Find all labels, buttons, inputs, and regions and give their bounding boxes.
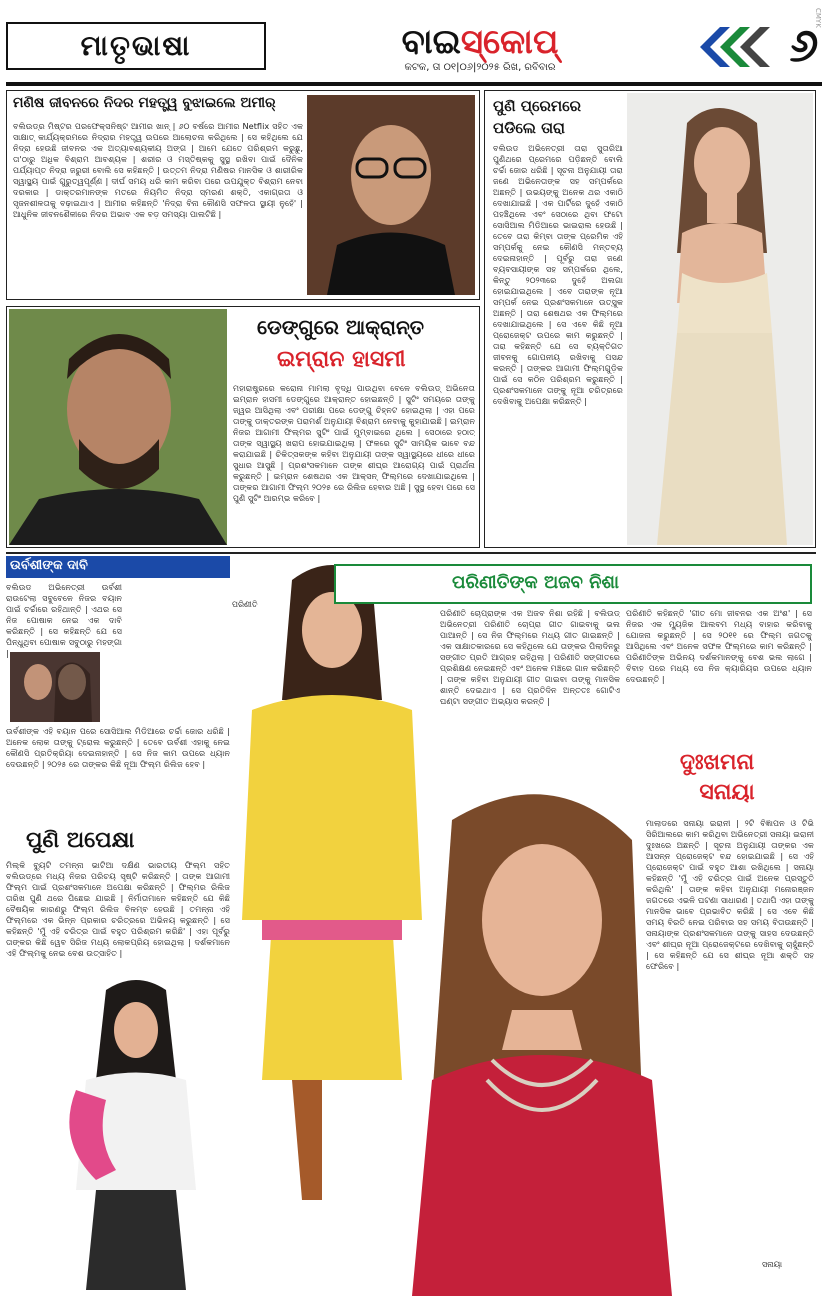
sanaya-headline-line2: ସନାୟା <box>699 780 755 805</box>
aamir-photo <box>307 95 475 295</box>
sanaya-photo-credit: ସନାୟା <box>762 1260 783 1269</box>
tara-body: ବଲିଉଡ ଅଭିନେତ୍ରୀ ତାରା ସୁତାରିଆ ପୁଣିଥରେ ପ୍ରେମରେ ପଡ଼ିଛନ୍ତି ବୋଲି ଚର୍ଚ୍ଚା ଜୋର ଧରିଛି | ସୂଚନା ଅନୁଯାୟୀ ତାରା ଜଣେ ଅଭିନେତାଙ୍କ ସହ ସମ୍ପର୍କରେ ଅଛନ୍ତି | ଉଭୟଙ୍କୁ ଅନେକ ଥର ଏକାଠି ଦେଖାଯାଇଛି | ଏକ ପାର୍ଟିରେ ଦୁହେଁ ଏକାଠି ପହଞ୍ଚିଥିଲେ ଏବଂ ସେଠାରେ ଥିବା ଫଟୋ ସୋସିଆଲ ମିଡିଆରେ ଭାଇରାଲ ହେଉଛି | ତେବେ ତାରା କିମ୍ବା ତାଙ୍କ ପ୍ରେମିକ ଏହି ସମ୍ପର୍କକୁ ନେଇ କୌଣସି ମନ୍ତବ୍ୟ ଦେଇନାହାନ୍ତି | ପୂର୍ବରୁ ତାରା ଜଣେ ବ୍ୟବସାୟୀଙ୍କ ସହ ସମ୍ପର୍କରେ ଥିଲେ, କିନ୍ତୁ ୨୦୨୩ରେ ଦୁହେଁ ଅଲଗା ହୋଇଯାଇଥିଲେ | ଏବେ ତାରାଙ୍କ ନୂଆ ସମ୍ପର୍କ ନେଇ ପ୍ରଶଂସକମାନେ ଉତ୍ସୁକ ଅଛନ୍ତି | ତାରା ଶେଷଥର ଏକ ଫିଲ୍ମରେ ଦେଖାଯାଇଥିଲେ | ସେ ଏବେ କିଛି ନୂଆ ପ୍ରୋଜେକ୍ଟ ଉପରେ କାମ କରୁଛନ୍ତି | ତାରା କହିଛନ୍ତି ଯେ ସେ ବ୍ୟକ୍ତିଗତ ଜୀବନକୁ ଗୋପନୀୟ ରଖିବାକୁ ପସନ୍ଦ କରନ୍ତି | ତାଙ୍କର ଆଗାମୀ ଫିଲ୍ମଗୁଡ଼ିକ ପାଇଁ ସେ କଠିନ ପରିଶ୍ରମ କରୁଛନ୍ତି | ପ୍ରଶଂସକମାନେ ତାଙ୍କୁ ନୂଆ ଚରିତ୍ରରେ ଦେଖିବାକୁ ଅପେକ୍ଷା କରିଛନ୍ତି | <box>493 143 623 406</box>
dateline: କଟକ, ତା ୦୧|୦୬|୨୦୨୫ ରିଖ, ରବିବାର <box>404 62 556 73</box>
sanaya-photo <box>392 780 692 1296</box>
urvashi-headline: ଉର୍ବଶୀଙ୍କ ଦାବି <box>10 558 88 573</box>
page-number: ୬ <box>789 18 819 72</box>
section-title-part2: ସ୍କୋପ୍ <box>460 22 559 62</box>
urvashi-photo <box>10 652 100 722</box>
article-tara <box>484 90 816 548</box>
emraan-body: ମହାରାଷ୍ଟ୍ରରେ କରୋନା ମାମଲା ବୃଦ୍ଧି ପାଉଥିବା ବେଳେ ବଲିଉଡ୍ ଅଭିନେତା ଇମ୍ରାନ ହାସମୀ ଡେଙ୍ଗୁରେ ଆକ୍ରାନ୍ତ ହୋଇଛନ୍ତି | ସୁଟିଂ ସମୟରେ ତାଙ୍କୁ ଜ୍ୱର ଆସିଥିଲା ଏବଂ ପରୀକ୍ଷା ପରେ ଡେଙ୍ଗୁ ଚିହ୍ନଟ ହୋଇଥିଲା | ଏହା ପରେ ତାଙ୍କୁ ଡାକ୍ତରଙ୍କ ପରାମର୍ଶ ଅନୁଯାୟୀ ବିଶ୍ରାମ ନେବାକୁ କୁହାଯାଇଛି | ଇମ୍ରାନ ନିଜର ଆଗାମୀ ଫିଲ୍ମର ସୁଟିଂ ପାଇଁ ମୁମ୍ବାଇରେ ଥିଲେ | ସେଠାରେ ହଠାତ୍ ତାଙ୍କ ସ୍ୱାସ୍ଥ୍ୟ ଖରାପ ହୋଇଯାଇଥିଲା | ଫଳରେ ସୁଟିଂ ସାମୟିକ ଭାବେ ବନ୍ଦ କରାଯାଇଛି | ଚିକିତ୍ସକଙ୍କ କହିବା ଅନୁଯାୟୀ ତାଙ୍କ ସ୍ୱାସ୍ଥ୍ୟରେ ଧୀରେ ଧୀରେ ସୁଧାର ଆସୁଛି | ପ୍ରଶଂସକମାନେ ତାଙ୍କ ଶୀଘ୍ର ଆରୋଗ୍ୟ ପାଇଁ ପ୍ରାର୍ଥନା କରୁଛନ୍ତି | ଇମ୍ରାନ ଶେଷଥର ଏକ ଆକ୍ସନ୍ ଫିଲ୍ମରେ ଦେଖାଯାଇଥିଲେ | ତାଙ୍କର ଆଗାମୀ ଫିଲ୍ମ ୨୦୨୫ ରେ ରିଲିଜ ହେବାର ଅଛି | ସୁସ୍ଥ ହେବା ପରେ ସେ ପୁଣି ସୁଟିଂ ଆରମ୍ଭ କରିବେ | <box>233 383 475 503</box>
puni-photo <box>36 970 216 1290</box>
chevron-arrows-icon <box>690 22 780 72</box>
parineeti-headline: ପରିଣୀତିଙ୍କ ଅଜବ ନିଶା <box>452 572 620 593</box>
aamir-portrait-image <box>307 95 475 295</box>
article-parineeti <box>232 556 816 738</box>
masthead-logo: ମାତୃଭାଷା <box>6 22 266 70</box>
urvashi-image <box>10 652 100 722</box>
parineeti-col2: ପରିଣୀତି କହିଛନ୍ତି 'ଗୀତ ମୋ ଜୀବନର ଏକ ଅଂଶ' | ସେ ନିଜର ଏକ ମ୍ୟୁଜିକ ଆଲବମ ମଧ୍ୟ ବାହାର କରିବାକୁ ଯୋଜନା କରୁଛନ୍ତି | ସେ ୨୦୧୧ ରେ ଫିଲ୍ମ ଜଗତକୁ ଆସିଥିଲେ ଏବଂ ଅନେକ ସଫଳ ଫିଲ୍ମରେ କାମ କରିଛନ୍ତି | ପରିଣୀତିଙ୍କ ଅଭିନୟ ଦର୍ଶକମାନଙ୍କୁ ବେଶ ଭଲ ଲାଗେ | ବିବାହ ପରେ ମଧ୍ୟ ସେ ନିଜ କ୍ୟାରିୟର ଉପରେ ଧ୍ୟାନ ଦେଉଛନ୍ତି | <box>626 608 812 684</box>
sanaya-headline-line1: ଦୁଃଖମନା <box>679 750 755 775</box>
puni-body: ମିଲ୍କି ବ୍ୟୁଟି ତମନ୍ନା ଭାଟିଆ ଦକ୍ଷିଣ ଭାରତୀୟ ଫିଲ୍ମ ସହିତ ବଲିଉଡ୍‌ରେ ମଧ୍ୟ ନିଜର ପରିଚୟ ସୃଷ୍ଟି କରିଛନ୍ତି | ତାଙ୍କ ଆଗାମୀ ଫିଲ୍ମ ପାଇଁ ପ୍ରଶଂସକମାନେ ଅପେକ୍ଷା କରିଛନ୍ତି | ଫିଲ୍ମର ରିଲିଜ ତାରିଖ ପୁଣି ଥରେ ପିଛେଇ ଯାଇଛି | ନିର୍ମାତାମାନେ କହିଛନ୍ତି ଯେ କିଛି ବୈଷୟିକ କାରଣରୁ ଫିଲ୍ମ ରିଲିଜ ବିଳମ୍ବ ହେଉଛି | ତମନ୍ନା ଏହି ଫିଲ୍ମରେ ଏକ ଭିନ୍ନ ପ୍ରକାର ଚରିତ୍ରରେ ଅଭିନୟ କରୁଛନ୍ତି | ସେ କହିଛନ୍ତି 'ମୁଁ ଏହି ଚରିତ୍ର ପାଇଁ ବହୁତ ପରିଶ୍ରମ କରିଛି' | ଏହା ପୂର୍ବରୁ ତାଙ୍କର କିଛି ୱେବ ସିରିଜ ମଧ୍ୟ ଲୋକପ୍ରିୟ ହୋଇଥିଲା | ଦର୍ଶକମାନେ ଏହି ଫିଲ୍ମକୁ ନେଇ ବେଶ ଉତ୍ସାହିତ | <box>6 860 230 958</box>
tara-headline-line1: ପୁଣି ପ୍ରେମରେ <box>493 97 581 115</box>
section-title <box>350 22 610 60</box>
emraan-photo <box>9 309 227 545</box>
section-divider <box>6 552 816 554</box>
parineeti-photo-credit: ପରିଣୀତି <box>232 600 258 609</box>
tara-portrait-image <box>627 93 813 545</box>
article-sanaya <box>432 740 816 1296</box>
aamir-body: ବଲିଉଡ୍‌ର ମିଷ୍ଟର ପରଫେକ୍ସନିଷ୍ଟ ଆମୀର ଖାନ୍ | ୬୦ ବର୍ଷରେ ଆମୀର Netflix ସହିତ ଏକ ସାକ୍ଷାତ୍ କାର୍ଯ୍ୟକ୍ରମରେ ନିଦ୍ରାର ମହତ୍ତ୍ୱ ଉପରେ ଆଲୋଚନା କରିଥିଲେ | ସେ କହିଥିଲେ ଯେ ନିଦ୍ରା ହେଉଛି ଜୀବନର ଏକ ଅତ୍ୟାବଶ୍ୟକୀୟ ଅଙ୍ଗ | ଆମେ ଯେତେ ପରିଶ୍ରମ କରୁଛୁ, ତା'ଠାରୁ ଅଧିକ ବିଶ୍ରାମ ଆବଶ୍ୟକ | ଶରୀର ଓ ମସ୍ତିଷ୍କକୁ ସୁସ୍ଥ ରଖିବା ପାଇଁ ଦୈନିକ ପର୍ଯ୍ୟାପ୍ତ ନିଦ୍ରା ଜରୁରୀ ବୋଲି ସେ କହିଛନ୍ତି | ଉତ୍ତମ ନିଦ୍ରା ମଣିଷର ମାନସିକ ଓ ଶାରୀରିକ ସ୍ୱାସ୍ଥ୍ୟ ପାଇଁ ଗୁରୁତ୍ୱପୂର୍ଣ୍ଣ | ଦୀର୍ଘ ସମୟ ଧରି କାମ କରିବା ପରେ ଉପଯୁକ୍ତ ବିଶ୍ରାମ ନେବା ଦରକାର | ଡାକ୍ତରମାନଙ୍କ ମତରେ ନିୟମିତ ନିଦ୍ରା ସ୍ମରଣ ଶକ୍ତି, ଏକାଗ୍ରତା ଓ ସୃଜନଶୀଳତାକୁ ବଢ଼ାଇଥାଏ | ଆମୀର କହିଛନ୍ତି 'ନିଦ୍ରା ବିନା କୌଣସି ସଫଳତା ସ୍ଥାୟୀ ନୁହେଁ' | ଆଧୁନିକ ଜୀବନଶୈଳୀରେ ନିଦର ଅଭାବ ଏକ ବଡ଼ ସମସ୍ୟା ପାଲଟିଛି | <box>13 121 303 219</box>
tara-headline-line2: ପଡିଲେ ତାରା <box>493 119 565 137</box>
tara-photo <box>627 93 813 545</box>
article-urvashi <box>6 556 230 818</box>
page-header <box>0 0 825 82</box>
tamannaah-image <box>36 970 216 1290</box>
article-aamir <box>6 90 480 300</box>
emraan-headline-line2: ଇମ୍ରାନ ହାସମୀ <box>277 347 406 372</box>
puni-headline: ପୁଣି ଅପେକ୍ଷା <box>26 828 135 853</box>
emraan-portrait-image <box>9 309 227 545</box>
emraan-headline-line1: ଡେଙ୍ଗୁରେ ଆକ୍ରାନ୍ତ <box>257 315 424 339</box>
sanaya-body: ମାଲାଡରେ ସନାୟା ଇରାନୀ | ୨ଟି ବିଜ୍ଞାପନ ଓ ଟିଭି ସିରିଆଲରେ କାମ କରିଥିବା ଅଭିନେତ୍ରୀ ସନାୟା ଇରାନୀ ଦୁଃଖରେ ଅଛନ୍ତି | ସୂଚନା ଅନୁଯାୟୀ ତାଙ୍କର ଏକ ଆସନ୍ନ ପ୍ରୋଜେକ୍ଟ ବନ୍ଦ ହୋଇଯାଇଛି | ସେ ଏହି ପ୍ରୋଜେକ୍ଟ ପାଇଁ ବହୁତ ଆଶା ରଖିଥିଲେ | ସନାୟା କହିଛନ୍ତି 'ମୁଁ ଏହି ଚରିତ୍ର ପାଇଁ ଅନେକ ପ୍ରସ୍ତୁତି କରିଥିଲି' | ତାଙ୍କ କହିବା ଅନୁଯାୟୀ ମନୋରଞ୍ଜନ ଜଗତରେ ଏଭଳି ଘଟଣା ସାଧାରଣ | ତଥାପି ଏହା ତାଙ୍କୁ ମାନସିକ ଭାବେ ପ୍ରଭାବିତ କରିଛି | ସେ ଏବେ କିଛି ସମୟ ବିରତି ନେଇ ପରିବାର ସହ ସମୟ ବିତାଉଛନ୍ତି | ସନାୟାଙ୍କ ପ୍ରଶଂସକମାନେ ତାଙ୍କୁ ସାହସ ଦେଉଛନ୍ତି ଏବଂ ଶୀଘ୍ର ନୂଆ ପ୍ରୋଜେକ୍ଟରେ ଦେଖିବାକୁ ଚାହୁଁଛନ୍ତି | ସେ କହିଛନ୍ତି ଯେ ସେ ଶୀଘ୍ର ନୂଆ ଶକ୍ତି ସହ ଫେରିବେ | <box>646 818 814 971</box>
article-emraan <box>6 306 480 548</box>
sanaya-image <box>392 780 692 1296</box>
urvashi-body-bottom: ଉର୍ବଶୀଙ୍କ ଏହି ବୟାନ ପରେ ସୋସିଆଲ ମିଡିଆରେ ଚର୍ଚ୍ଚା ଜୋର ଧରିଛି | ଅନେକ ଲୋକ ତାଙ୍କୁ ଟ୍ରୋଲ କରୁଛନ୍ତି | ତେବେ ଉର୍ବଶୀ ଏହାକୁ ନେଇ କୌଣସି ପ୍ରତିକ୍ରିୟା ଦେଇନାହାନ୍ତି | ସେ ନିଜ କାମ ଉପରେ ଧ୍ୟାନ ଦେଉଛନ୍ତି | ୨୦୨୫ ରେ ତାଙ୍କର କିଛି ନୂଆ ଫିଲ୍ମ ରିଲିଜ ହେବ | <box>6 726 230 769</box>
header-rule <box>6 82 822 86</box>
urvashi-body-top: ବଲିଉଡ ଅଭିନେତ୍ରୀ ଉର୍ବଶୀ ରାଉଟେଲା ସବୁବେଳେ ନିଜର ବୟାନ ପାଇଁ ଚର୍ଚ୍ଚାରେ ରହିଥାନ୍ତି | ଏଥର ସେ ନିଜ ପୋଷାକ ନେଇ ଏକ ଦାବି କରିଛନ୍ତି | ସେ କହିଛନ୍ତି ଯେ ସେ ପିନ୍ଧୁଥିବା ପୋଷାକ ସବୁଠାରୁ ମହଙ୍ଗା | <box>6 582 122 658</box>
print-mark: CMYK <box>814 8 822 28</box>
section-title-part1: ବାଇ <box>401 22 461 62</box>
article-puni <box>6 820 230 1296</box>
aamir-headline: ମଣିଷ ଜୀବନରେ ନିଦର ମହତ୍ତ୍ୱ ବୁଝାଇଲେ ଅମୀର୍ <box>13 95 276 111</box>
parineeti-col1: ପରିଣୀତି ଚୋପ୍ରାଙ୍କ ଏକ ଅଜବ ନିଶା ରହିଛି | ବଲିଉଡ୍ ଅଭିନେତ୍ରୀ ପରିଣୀତି ଚୋପ୍ରା ଗୀତ ଗାଇବାକୁ ଭଲ ପାଆନ୍ତି | ସେ ନିଜ ଫିଲ୍ମରେ ମଧ୍ୟ ଗୀତ ଗାଇଛନ୍ତି | ଏକ ସାକ୍ଷାତକାରରେ ସେ କହିଥିଲେ ଯେ ତାଙ୍କର ପିଲାଦିନରୁ ସଙ୍ଗୀତ ପ୍ରତି ଆଗ୍ରହ ରହିଥିଲା | ପରିଣୀତି ସଙ୍ଗୀତରେ ପ୍ରଶିକ୍ଷଣ ନେଇଛନ୍ତି ଏବଂ ଅନେକ ମଞ୍ଚରେ ଗାନ କରିଛନ୍ତି | ତାଙ୍କ କହିବା ଅନୁଯାୟୀ ଗୀତ ଗାଇବା ତାଙ୍କୁ ମାନସିକ ଶାନ୍ତି ଦେଇଥାଏ | ସେ ପ୍ରତିଦିନ ଅନ୍ତତଃ ଗୋଟିଏ ଘଣ୍ଟା ସଙ୍ଗୀତ ଅଭ୍ୟାସ କରନ୍ତି | <box>440 608 620 706</box>
